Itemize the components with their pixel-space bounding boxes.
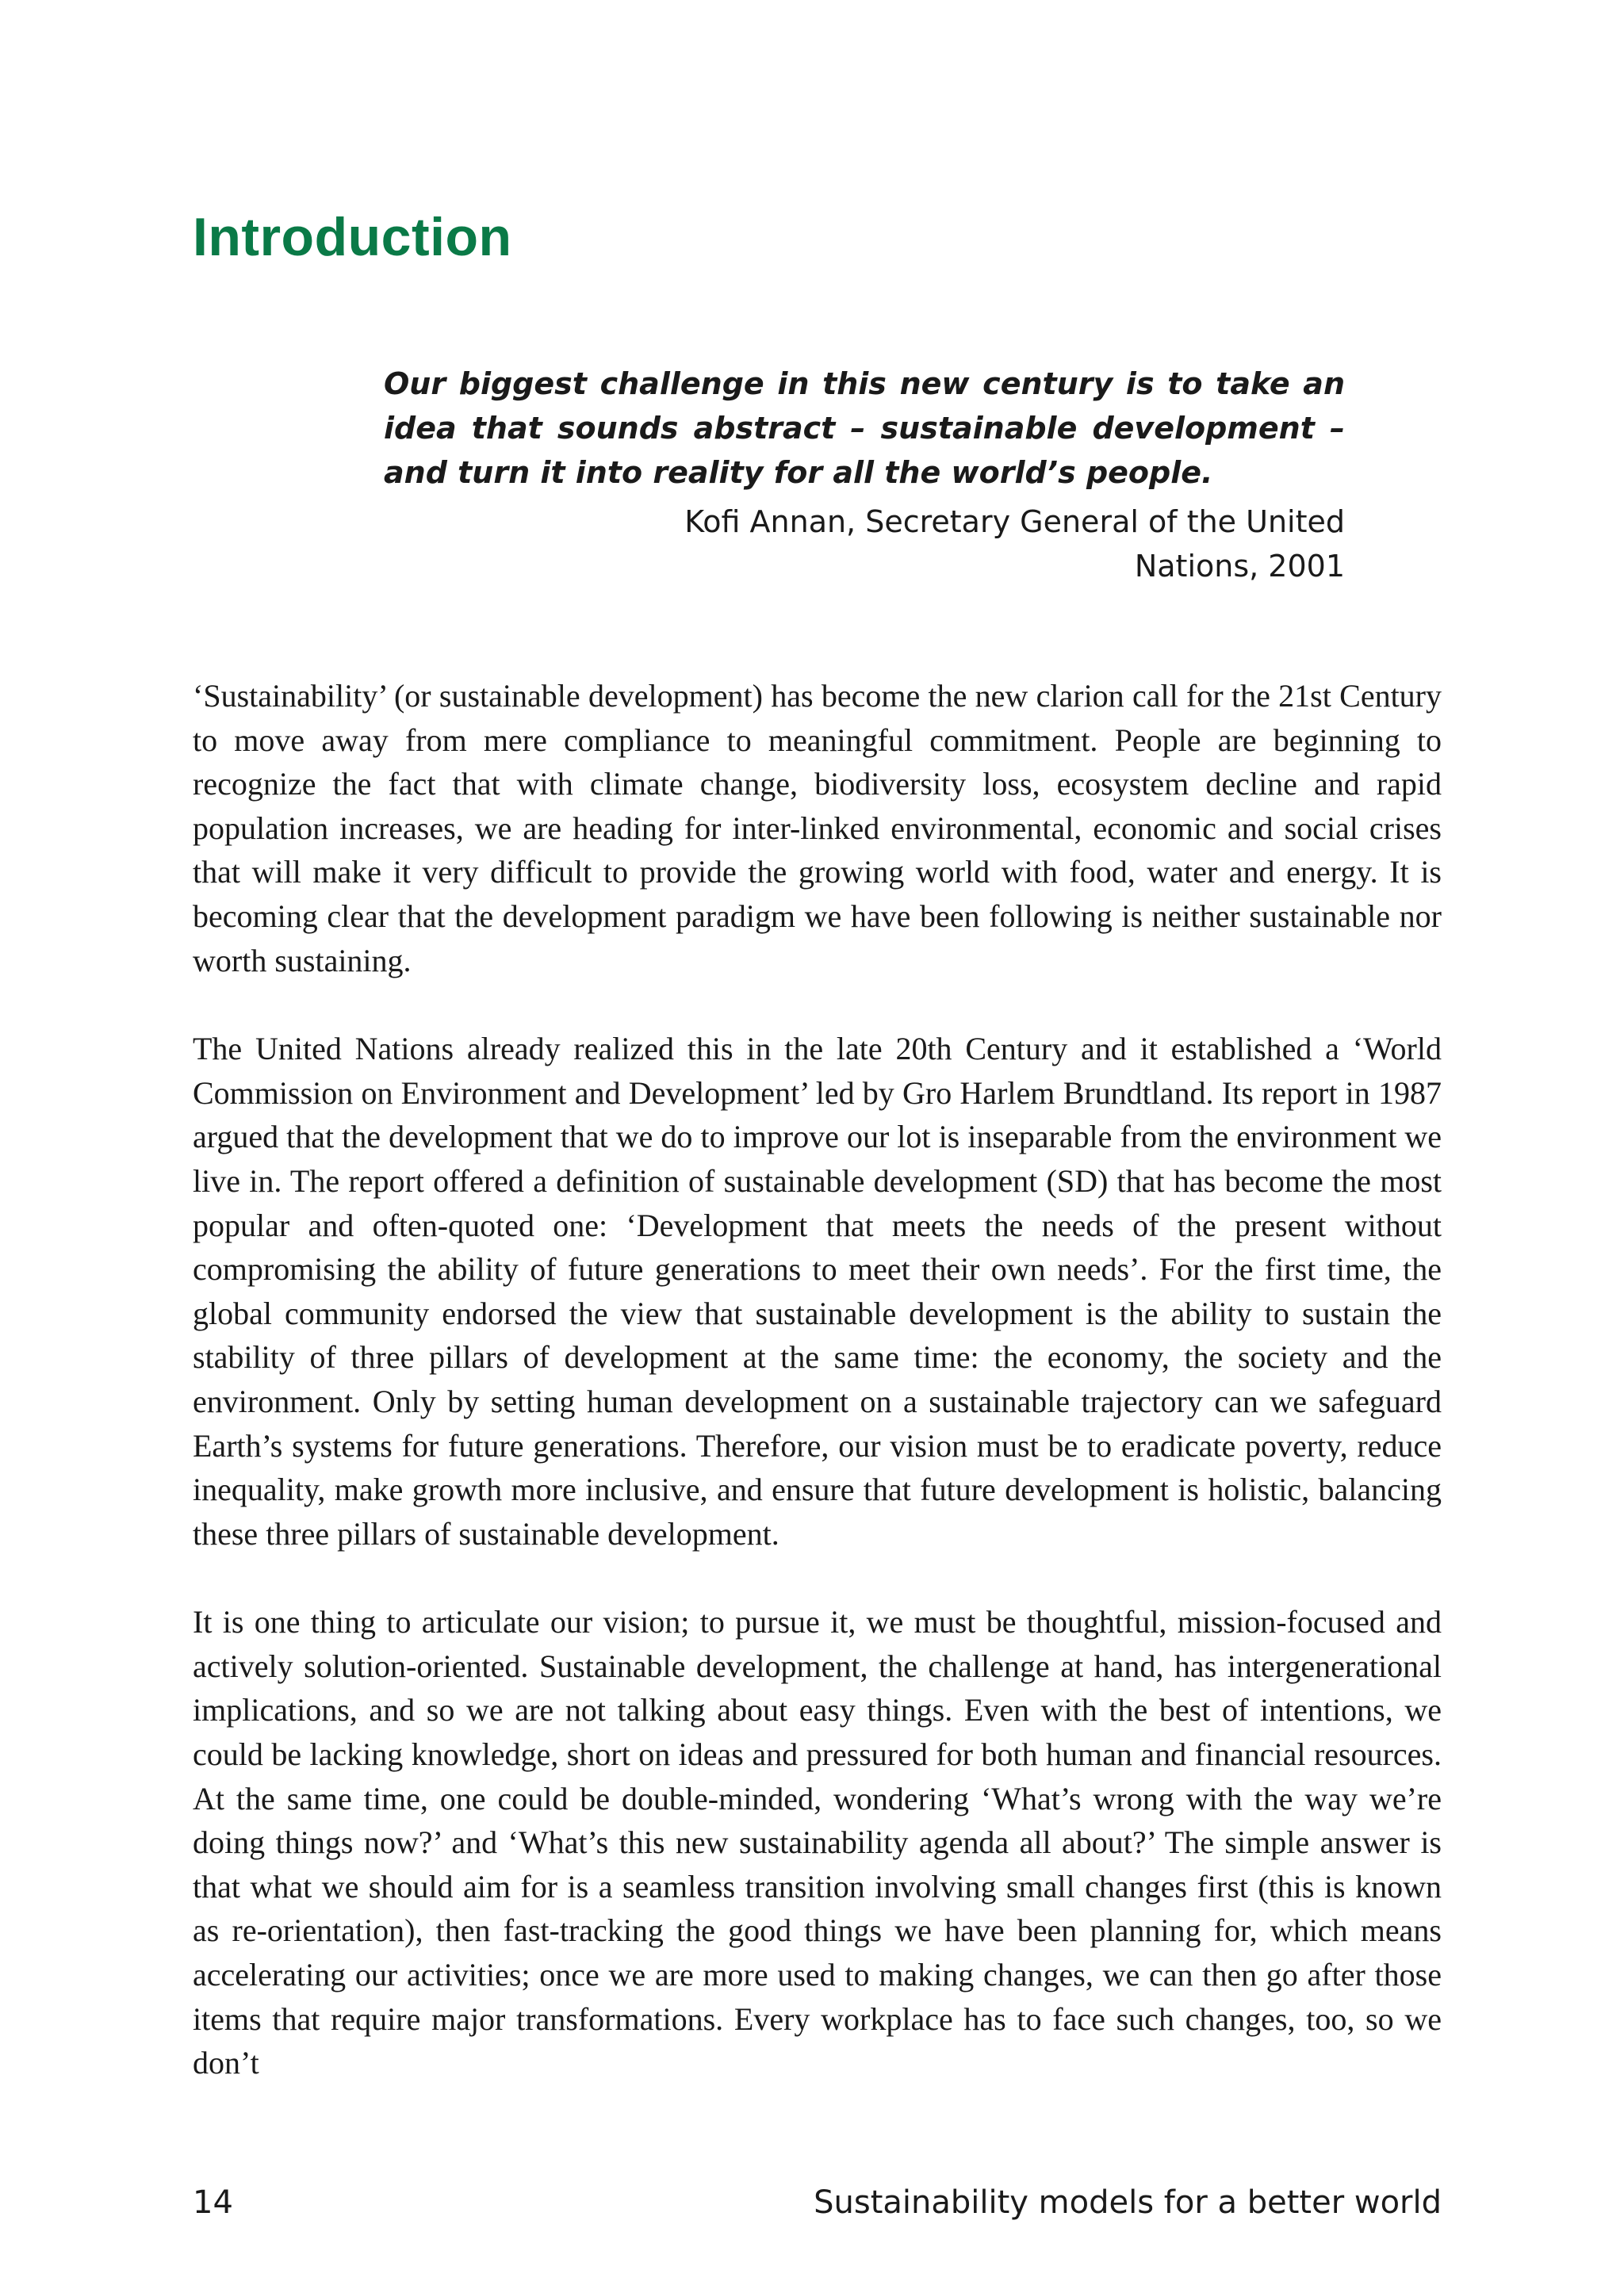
page-footer	[193, 2184, 1442, 2221]
body-paragraph-3: It is one thing to articulate our vision; to pursue it, we must be thoughtful, mission-focused and actively solution-oriented. Sustainable development, the challenge at hand, has intergenerational implications, and so we are not talking about easy things. Even with the best of intentions, we could be lacking knowledge, short on ideas and pressured for both human and financial resources. At the same time, one could be double-minded, wondering ‘What’s wrong with the way we’re doing things now?’ and ‘What’s this new sustainability agenda all about?’ The simple answer is that what we should aim for is a seamless transition involving small changes first (this is known as re-orientation), then fast-tracking the good things we have been planning for, which means accelerating our activities; once we are more used to making changes, we can then go after those items that require major transformations. Every workplace has to face such changes, too, so we don’t	[193, 1604, 1442, 2081]
running-title: Sustainability models for a better world	[814, 2184, 1442, 2221]
epigraph	[384, 362, 1345, 588]
body-paragraph-1: ‘Sustainability’ (or sustainable development) has become the new clarion call for the 21st Century to move away from mere compliance to meaningful commitment. People are beginning to recognize the fact that with climate change, biodiversity loss, ecosystem decline and rapid population increases, we are heading for inter-linked environmental, economic and social crises that will make it very difficult to provide the growing world with food, water and energy. It is becoming clear that the development paradigm we have been following is neither sustainable nor worth sustaining.	[193, 678, 1442, 978]
body-text	[193, 674, 1442, 2130]
epigraph-quote: Our biggest challenge in this new century is to take an idea that sounds abstract – sustainable development – and turn it into reality for all the world’s people.	[384, 366, 1345, 490]
epigraph-attribution: Kofi Annan, Secretary General of the United Nations, 2001	[684, 504, 1345, 584]
page-title: Introduction	[193, 207, 512, 267]
body-paragraph-2: The United Nations already realized this in the late 20th Century and it established a ‘World Commission on Environment and Development’ led by Gro Harlem Brundtland. Its report in 1987 argued that the development that we do to improve our lot is inseparable from the environment we live in. The report offered a definition of sustainable development (SD) that has become the most popular and often-quoted one: ‘Development that meets the needs of the present without compromising the ability of future generations to meet their own needs’. For the first time, the global community endorsed the view that sustainable development is the ability to sustain the stability of three pillars of development at the same time: the economy, the society and the environment. Only by setting human development on a sustainable trajectory can we safeguard Earth’s systems for future generations. Therefore, our vision must be to eradicate poverty, reduce inequality, make growth more inclusive, and ensure that future development is holistic, balancing these three pillars of sustainable development.	[193, 1031, 1442, 1552]
page-number: 14	[193, 2184, 233, 2221]
